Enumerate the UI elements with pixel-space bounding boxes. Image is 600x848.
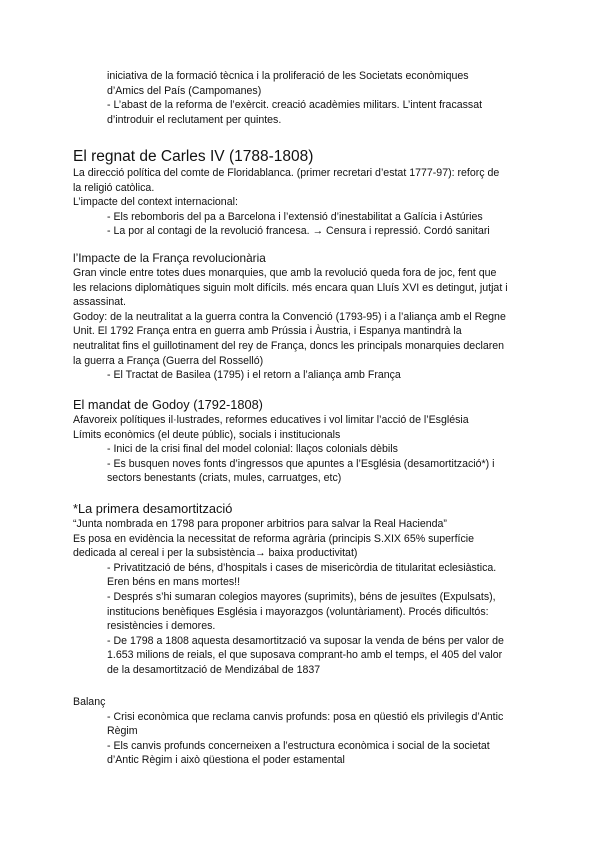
text-line: Afavoreix polítiques il·lustrades, reformes educatives i vol limitar l’acció de l’Església — [73, 414, 469, 426]
bullet-line: Règim — [107, 725, 138, 738]
section-franca — [0, 251, 508, 383]
text-line: d’introduir el reclutament per quintes. — [107, 113, 282, 126]
text-line: - L’abast de la reforma de l’exèrcit. creació acadèmies militars. L’intent fracassat — [107, 99, 483, 112]
text-line: neutralitat fins el guillotinament del rey de França, doncs les principals monarquies declaren — [73, 339, 505, 352]
text-line: assassinat. — [73, 296, 126, 309]
section-heading: l’Impacte de la França revolucionària — [73, 251, 266, 265]
text-line: la guerra a França (Guerra del Rosselló) — [73, 354, 264, 367]
section-heading: El mandat de Godoy (1792-1808) — [73, 397, 263, 412]
continuation-block — [0, 69, 482, 127]
bullet-line: 1.653 milions de reials, el que suposava comprant-ho amb el temps, el 405 del valor — [107, 649, 503, 662]
bullet-line: - Crisi econòmica que reclama canvis profunds: posa en qüestió els privilegis d’Antic — [107, 710, 504, 723]
bullet-line: - Els rebomboris del pa a Barcelona i l’extensió d’inestabilitat a Galícia i Astúries — [107, 210, 483, 223]
bullet-line: d’Antic Règim i això qüestiona el poder estamental — [107, 754, 345, 767]
text-line: la religió catòlica. — [73, 181, 155, 194]
text-line: d’Amics del País (Campomanes) — [107, 84, 262, 97]
section-balanc — [0, 695, 503, 768]
text-line: Límits econòmics (el deute públic), socials i institucionals — [73, 428, 341, 441]
section-godoy — [0, 397, 494, 486]
bullet-line: - Després s’hi sumaran colegios mayores (suprimits), béns de jesuïtes (Expulsats), — [107, 590, 496, 603]
section-carles — [0, 147, 499, 239]
text-line: “Junta nombrada en 1798 para proponer arbitrios para salvar la Real Hacienda” — [73, 518, 447, 530]
section-desamortitzacio — [0, 501, 504, 678]
text-line: dedicada al cereal i per la subsistència→ baixa productivitat) — [73, 547, 358, 560]
text-line: Gran vincle entre totes dues monarquies, que amb la revolució queda fora de joc, fent que — [73, 267, 497, 279]
text-line: Es posa en evidència la necessitat de reforma agrària (principis S.XIX 65% superfície — [73, 532, 475, 545]
text-line: Godoy: de la neutralitat a la guerra contra la Convenció (1793-95) i a l’aliança amb el Regne — [73, 310, 506, 323]
bullet-line: - Els canvis profunds concerneixen a l’estructura econòmica i social de la societat — [107, 739, 490, 752]
bullet-line: sectors benestants (criats, mules, carruatges, etc) — [107, 472, 342, 485]
bullet-line: Eren béns en mans mortes!! — [107, 576, 241, 589]
text-line: Unit. El 1792 França entra en guerra amb Prússia i Àustria, i Espanya mantindrà la — [73, 325, 462, 338]
text-line: les relacions diplomàtiques siguin molt difícils. més encara quan Lluís XVI es detingut, jutjat i — [73, 281, 508, 294]
bullet-line: de la desamortització de Mendizábal de 1837 — [107, 663, 321, 676]
bullet-line: - La por al contagi de la revolució francesa. → Censura i repressió. Cordó sanitari — [107, 225, 490, 238]
section-heading: El regnat de Carles IV (1788-1808) — [73, 148, 314, 165]
bullet-line: - Es busquen noves fonts d’ingressos que apuntes a l’Església (desamortització*) i — [107, 457, 495, 470]
section-heading: *La primera desamortització — [73, 501, 233, 516]
bullet-line: - El Tractat de Basilea (1795) i el retorn a l’aliança amb França — [107, 369, 401, 382]
text-line: iniciativa de la formació tècnica i la proliferació de les Societats econòmiques — [107, 70, 469, 82]
text-line: La direcció política del comte de Floridablanca. (primer recretari d’estat 1777-97): reforç de — [73, 167, 500, 179]
bullet-line: - De 1798 a 1808 aquesta desamortització va suposar la venda de béns per valor de — [107, 634, 504, 647]
bullet-line: institucions benèfiques Església i mayorazgos (voluntàriament). Procés dificultós: — [107, 605, 489, 618]
section-heading: Balanç — [73, 696, 106, 708]
bullet-line: - Inici de la crisi final del model colonial: llaços colonials dèbils — [107, 443, 398, 456]
text-line: L’impacte del context internacional: — [73, 196, 238, 209]
bullet-line: - Privatització de béns, d’hospitals i cases de misericòrdia de titularitat eclesiàstica. — [107, 561, 497, 574]
bullet-line: resistències i demores. — [107, 620, 216, 633]
